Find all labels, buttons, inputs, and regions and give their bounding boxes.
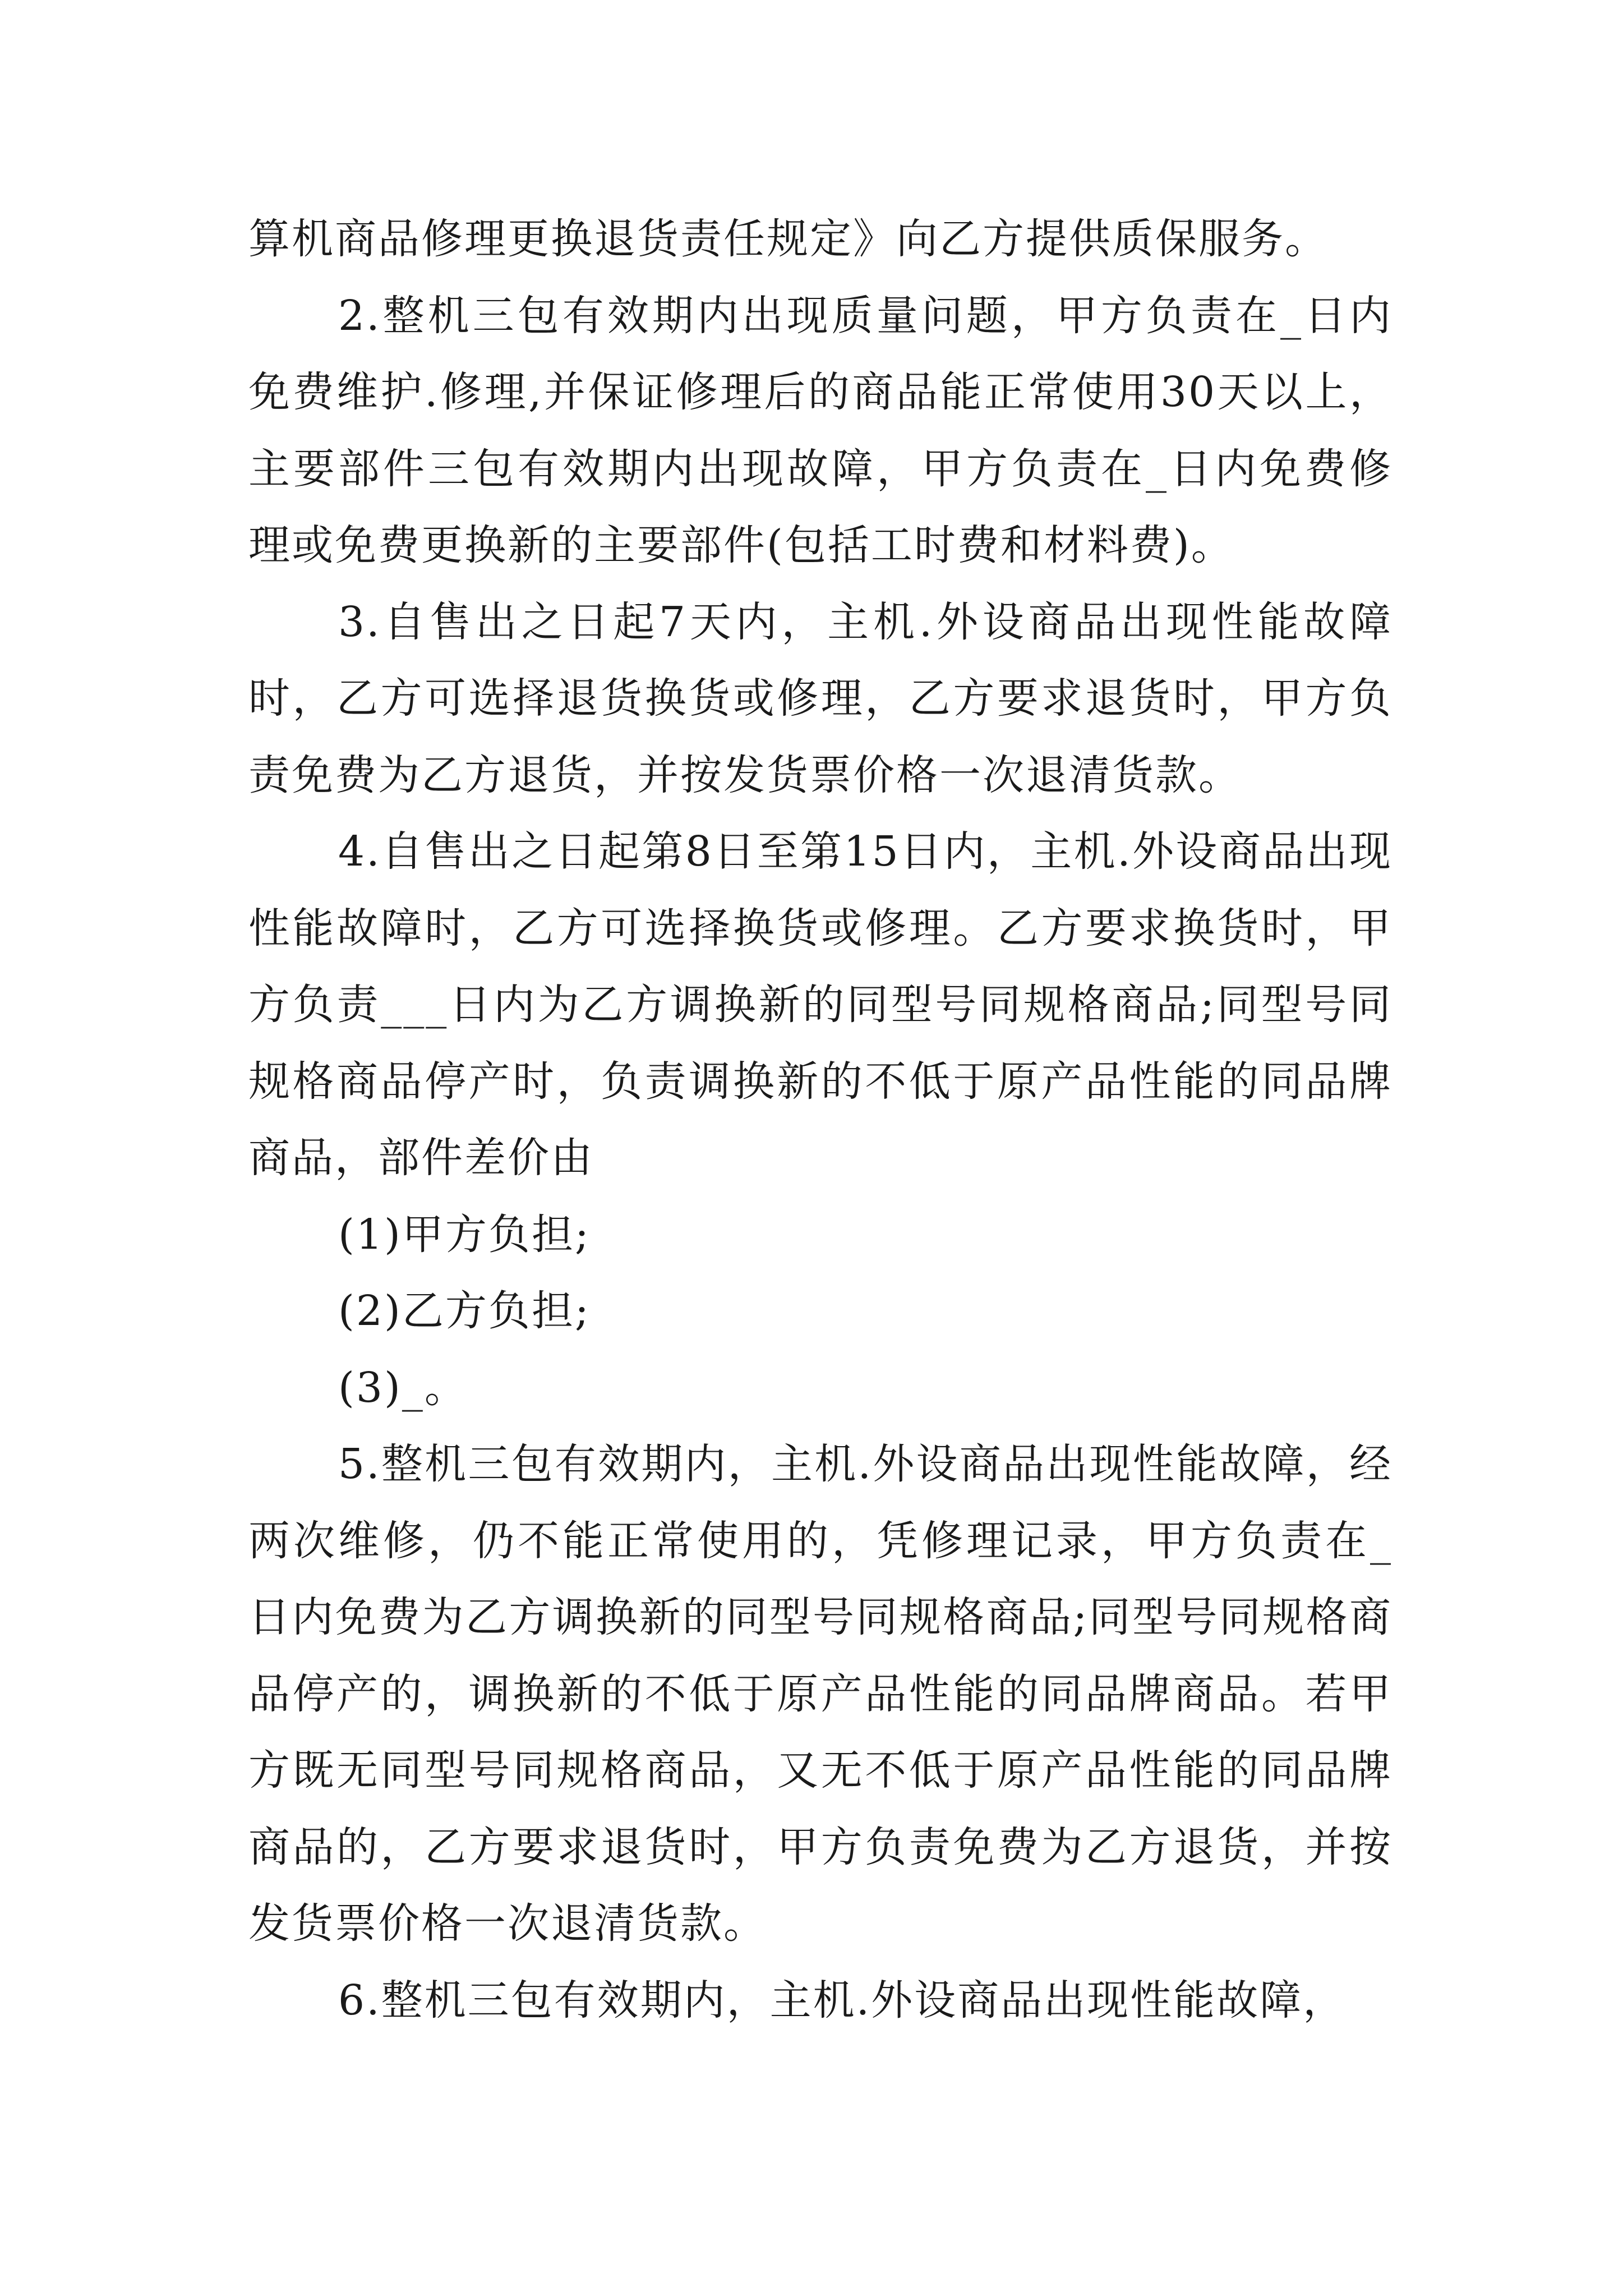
paragraph-continuation: 算机商品修理更换退货责任规定》向乙方提供质保服务。 bbox=[248, 215, 1328, 263]
document-body bbox=[248, 201, 1393, 2039]
option-1: (1)甲方负担; bbox=[338, 1210, 591, 1259]
paragraph-clause-4: 4.自售出之日起第8日至第15日内，主机.外设商品出现性能故障时，乙方可选择换货或修理。乙方要求换货时，甲方负责___日内为乙方调换新的同型号同规格商品;同型号同规格商品停产时，负责调换新的不低于原产品性能的同品牌商品，部件差价由 bbox=[248, 827, 1393, 1182]
option-3: (3)_。 bbox=[338, 1363, 468, 1412]
paragraph-clause-2: 2.整机三包有效期内出现质量问题，甲方负责在_日内免费维护.修理,并保证修理后的商品能正常使用30天以上，主要部件三包有效期内出现故障，甲方负责在_日内免费修理或免费更换新的主要部件(包括工时费和材料费)。 bbox=[248, 291, 1393, 569]
paragraph-clause-6: 6.整机三包有效期内，主机.外设商品出现性能故障， bbox=[338, 1976, 1347, 2024]
paragraph-clause-3: 3.自售出之日起7天内，主机.外设商品出现性能故障时，乙方可选择退货换货或修理，乙方要求退货时，甲方负责免费为乙方退货，并按发货票价格一次退清货款。 bbox=[248, 597, 1393, 799]
option-2: (2)乙方负担; bbox=[338, 1287, 591, 1335]
paragraph-clause-5: 5.整机三包有效期内，主机.外设商品出现性能故障，经两次维修，仍不能正常使用的，凭修理记录，甲方负责在_日内免费为乙方调换新的同型号同规格商品;同型号同规格商品停产的，调换新的不低于原产品性能的同品牌商品。若甲方既无同型号同规格商品，又无不低于原产品性能的同品牌商品的，乙方要求退货时，甲方负责免费为乙方退货，并按发货票价格一次退清货款。 bbox=[248, 1440, 1393, 1948]
